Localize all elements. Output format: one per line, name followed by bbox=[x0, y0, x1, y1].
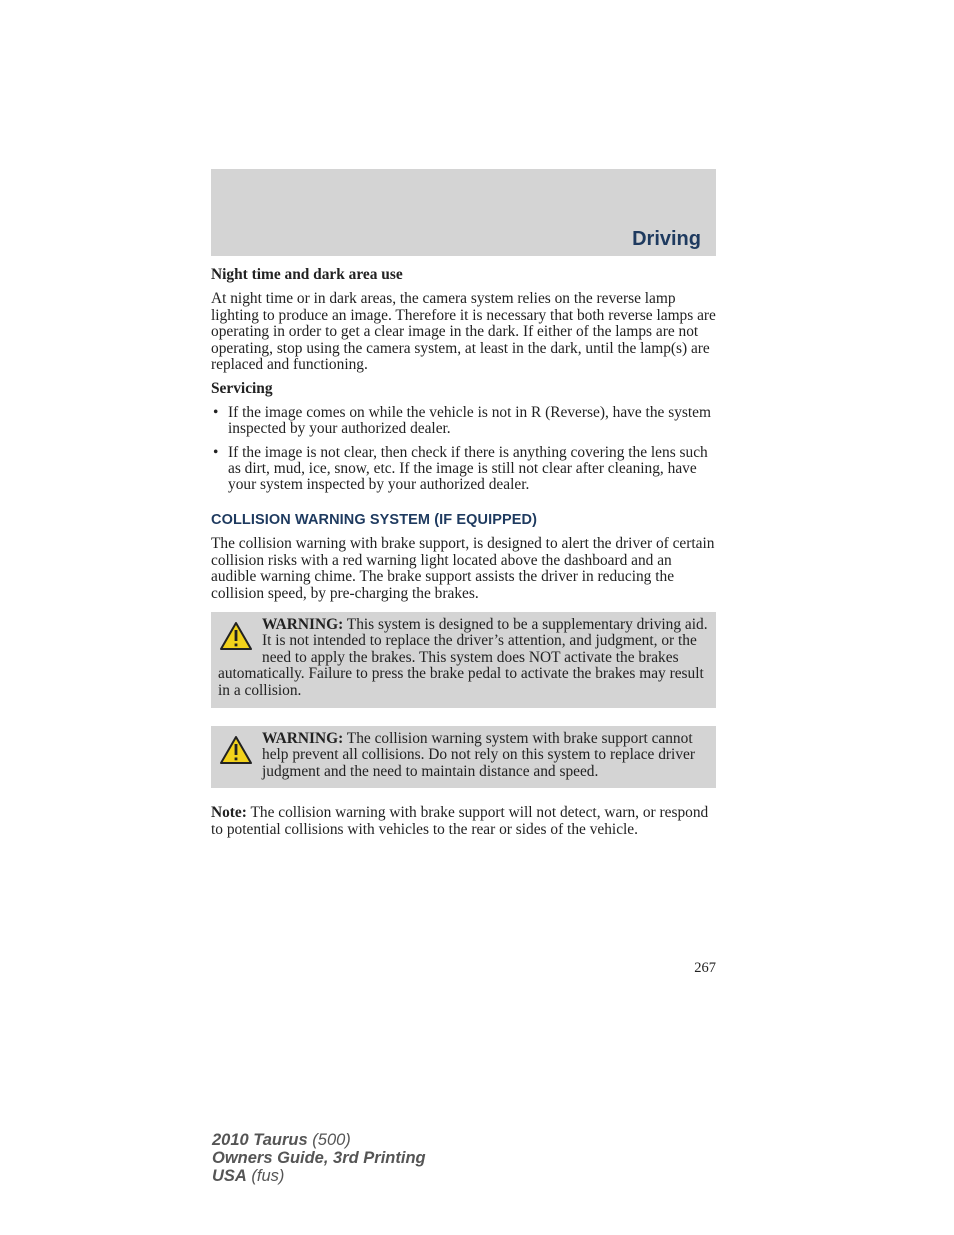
page-number: 267 bbox=[694, 960, 716, 976]
bullet-glyph: • bbox=[213, 443, 219, 461]
warning-label: WARNING: bbox=[262, 615, 344, 633]
warning-text: This system is designed to be a supplementary driving aid. It is not intended to replace the driver’s attention, and judgment, or the need to apply the brakes. This system does NOT activate the brakes automatically. Failure to press the brake pedal to activate the brakes may result in a collision. bbox=[218, 615, 708, 699]
list-item-text: If the image comes on while the vehicle is not in R (Reverse), have the system inspected by your authorized dealer. bbox=[228, 403, 711, 438]
footer-market: USA bbox=[212, 1167, 247, 1185]
warning-label: WARNING: bbox=[262, 729, 344, 747]
list-item bbox=[211, 405, 716, 438]
night-paragraph: At night time or in dark areas, the camera system relies on the reverse lamp lighting to produce an image. Therefore it is necessary that both reverse lamps are operating in order to get a clear image in the dark. If either of the lamps are not operating, stop using the camera system, at least in the dark, until the lamp(s) are replaced and functioning. bbox=[211, 290, 716, 374]
warning-box bbox=[211, 612, 716, 708]
note-text: The collision warning with brake support will not detect, warn, or respond to potential collisions with vehicles to the rear or sides of the vehicle. bbox=[211, 804, 709, 838]
footer-line: Owners Guide, 3rd Printing bbox=[212, 1149, 426, 1167]
footer-line bbox=[212, 1131, 426, 1149]
warning-box bbox=[211, 726, 716, 788]
note-label: Note: bbox=[211, 804, 247, 822]
collision-intro: The collision warning with brake support, is designed to alert the driver of certain collision risks with a red warning light located above the dashboard and an audible warning chime. The brake support assists the driver in reducing the collision speed, by pre-charging the brakes. bbox=[211, 535, 715, 602]
page-content bbox=[211, 267, 716, 838]
section-header-band bbox=[211, 169, 716, 256]
section-title: Driving bbox=[632, 228, 701, 250]
footer-line bbox=[212, 1167, 426, 1185]
note-paragraph bbox=[211, 805, 716, 838]
bullet-glyph: • bbox=[213, 403, 219, 421]
footer-model: 2010 Taurus bbox=[212, 1131, 308, 1149]
servicing-list bbox=[211, 405, 716, 494]
list-item-text: If the image is not clear, then check if there is anything covering the lens such as dirt, mud, ice, snow, etc. If the image is still not clear after cleaning, have your system inspected by your authorized dealer. bbox=[228, 443, 708, 494]
footer-model-code: (500) bbox=[307, 1131, 351, 1149]
footer-imprint bbox=[212, 1131, 426, 1185]
servicing-heading: Servicing bbox=[211, 380, 273, 398]
warning-triangle-icon bbox=[219, 735, 253, 765]
warning-triangle-icon bbox=[219, 621, 253, 651]
list-item bbox=[211, 445, 716, 494]
night-heading: Night time and dark area use bbox=[211, 266, 403, 283]
footer-market-code: (fus) bbox=[246, 1167, 285, 1185]
collision-heading: COLLISION WARNING SYSTEM (IF EQUIPPED) bbox=[211, 511, 538, 528]
warning-text: The collision warning system with brake support cannot help prevent all collisions. Do not rely on this system to replace driver judgment and the need to maintain distance and speed. bbox=[262, 729, 695, 780]
